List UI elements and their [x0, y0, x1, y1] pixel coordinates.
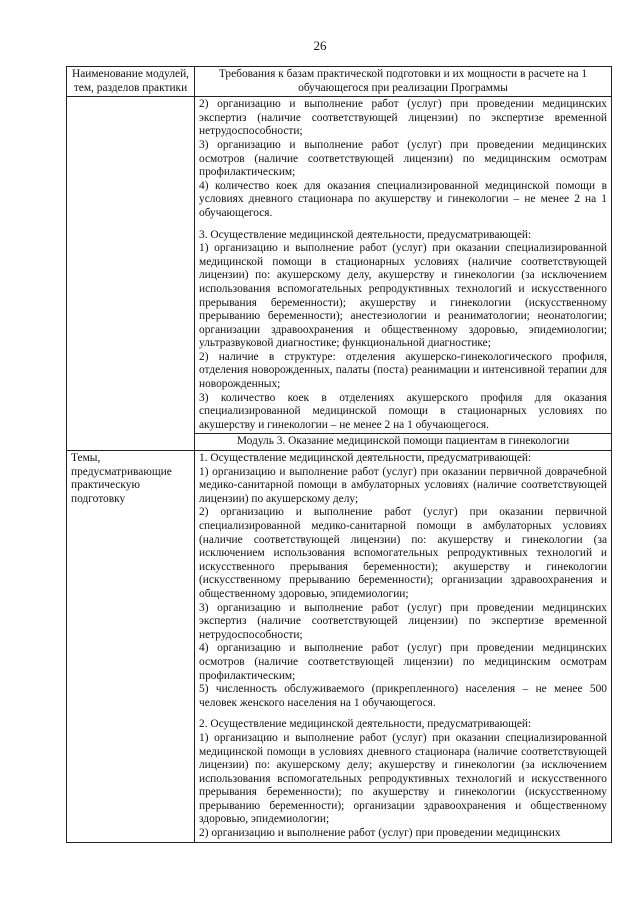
- topic-label: Темы, предусматривающие практическую подготовку: [67, 451, 195, 843]
- paragraph: 3) количество коек в отделениях акушерского профиля для оказания специализированной медицинской помощи в стационарных условиях по акушерству и гинекологии – не менее 2 на 1 обучающегося.: [199, 391, 607, 431]
- module-title: Модуль 3. Оказание медицинской помощи пациентам в гинекологии: [195, 434, 612, 451]
- paragraph: 1) организацию и выполнение работ (услуг) при оказании первичной доврачебной медико-санитарной помощи в амбулаторных условиях (наличие соответствующей лицензии) по акушерскому делу;: [199, 465, 607, 505]
- header-modules: Наименование модулей, тем, разделов практики: [67, 67, 195, 97]
- requirements-cell: [195, 451, 612, 843]
- paragraph: 2) организацию и выполнение работ (услуг) при проведении медицинских: [199, 827, 561, 840]
- empty-cell: [67, 97, 195, 451]
- section-heading: 1. Осуществление медицинской деятельности, предусматривающей:: [199, 452, 532, 465]
- paragraph: 4) количество коек для оказания специализированной медицинской помощи в условиях дневного стационара по акушерству и гинекологии – не менее 2 на 1 обучающегося.: [199, 179, 607, 219]
- requirements-cell: [195, 97, 612, 434]
- paragraph: 3) организацию и выполнение работ (услуг) при проведении медицинских экспертиз (наличие соответствующей лицензии) по экспертизе временной нетрудоспособности;: [199, 601, 607, 641]
- paragraph: 4) организацию и выполнение работ (услуг) при проведении медицинских осмотров (наличие соответствующей лицензии) по медицинским осмотрам профилактическим;: [199, 642, 607, 682]
- requirements-table: [66, 66, 612, 843]
- table-row: [67, 97, 612, 434]
- table-row: [67, 451, 612, 843]
- paragraph: 2) организацию и выполнение работ (услуг) при оказании первичной специализированной медико-санитарной помощи в амбулаторных условиях (наличие соответствующей лицензии) по: акушерству и гинекологии (за исключением использования вспомогательных репродуктивных технологий и искусственного прерывания беременности); акушерству и гинекологии (искусственному прерыванию беременности); организации здравоохранения и общественному здоровью, эпидемиологии;: [199, 506, 607, 600]
- paragraph: 1) организацию и выполнение работ (услуг) при оказании специализированной медицинской помощи в стационарных условиях (наличие соответствующей лицензии) по: акушерскому делу, акушерству и гинекологии (за исключением использования вспомогательных репродуктивных технологий и искусственного прерывания беременности); акушерству и гинекологии (искусственному прерыванию беременности); анестезиологии и реаниматологии; неонатологии; организации здравоохранения и общественному здоровью, эпидемиологии; ультразвуковой диагностике; функциональной диагностике;: [199, 242, 607, 350]
- paragraph: 2) наличие в структуре: отделения акушерско-гинекологического профиля, отделения новорожденных, палаты (поста) реанимации и интенсивной терапии для новорожденных;: [199, 350, 607, 391]
- section-heading: 3. Осуществление медицинской деятельности, предусматривающей:: [199, 228, 532, 241]
- header-requirements: Требования к базам практической подготовки и их мощности в расчете на 1 обучающегося при реализации Программы: [195, 67, 612, 97]
- paragraph: 3) организацию и выполнение работ (услуг) при проведении медицинских осмотров (наличие соответствующей лицензии) по медицинским осмотрам профилактическим;: [199, 138, 607, 179]
- page-number: 26: [313, 38, 327, 53]
- paragraph: 2) организацию и выполнение работ (услуг) при проведении медицинских экспертиз (наличие соответствующей лицензии) по экспертизе временной нетрудоспособности;: [199, 98, 607, 138]
- table-header-row: [67, 67, 612, 97]
- paragraph: 1) организацию и выполнение работ (услуг) при оказании специализированной медицинской помощи в условиях дневного стационара (наличие соответствующей лицензии) по: акушерскому делу; акушерству и гинекологии (за исключением использования вспомогательных репродуктивных технологий и искусственного прерывания беременности); по акушерству и гинекологии (искусственному прерыванию беременности); организации здравоохранения и общественному здоровью, эпидемиологии;: [199, 731, 607, 826]
- paragraph: 5) численность обслуживаемого (прикрепленного) населения – не менее 500 человек женского населения на 1 обучающегося.: [199, 683, 607, 709]
- section-heading: 2. Осуществление медицинской деятельности, предусматривающей:: [199, 718, 532, 731]
